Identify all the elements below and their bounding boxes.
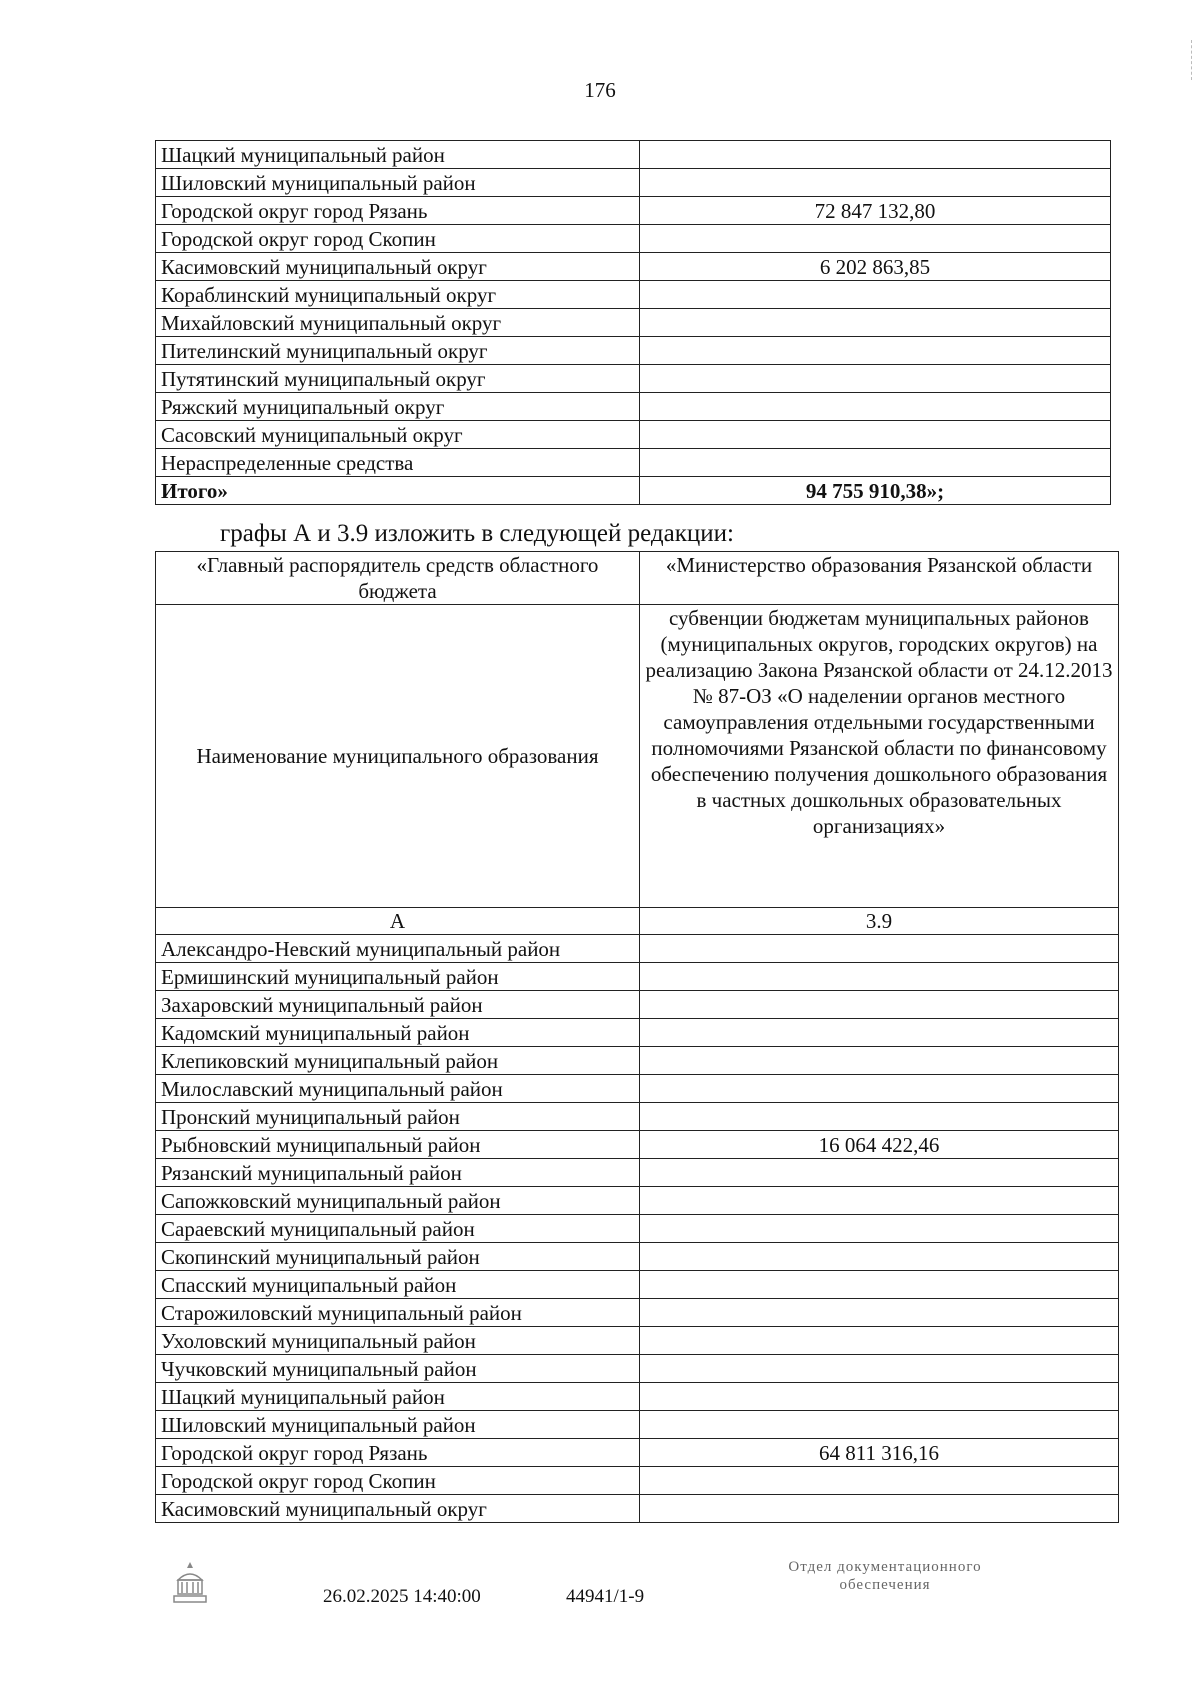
municipality-name: Городской округ город Рязань	[156, 1439, 640, 1467]
column-a-label: А	[156, 908, 640, 935]
table-row	[156, 197, 1111, 225]
amount-value	[640, 1103, 1119, 1131]
municipality-name: Ряжский муниципальный округ	[156, 393, 640, 421]
municipality-name: Шиловский муниципальный район	[156, 1411, 640, 1439]
amount-value: 64 811 316,16	[640, 1439, 1119, 1467]
table-row	[156, 1383, 1119, 1411]
municipality-name: Михайловский муниципальный округ	[156, 309, 640, 337]
table-row	[156, 1299, 1119, 1327]
amount-value: 6 202 863,85	[640, 253, 1111, 281]
table-row	[156, 253, 1111, 281]
amount-value	[640, 1495, 1119, 1523]
amount-value	[640, 1243, 1119, 1271]
table-row	[156, 1019, 1119, 1047]
table-row	[156, 991, 1119, 1019]
amount-value: 72 847 132,80	[640, 197, 1111, 225]
table-row	[156, 1439, 1119, 1467]
amount-value	[640, 1467, 1119, 1495]
municipality-name: Городской округ город Рязань	[156, 197, 640, 225]
amount-value	[640, 1355, 1119, 1383]
table-row	[156, 449, 1111, 477]
amount-value	[640, 935, 1119, 963]
total-row	[156, 477, 1111, 505]
amount-value	[640, 963, 1119, 991]
amount-value	[640, 991, 1119, 1019]
footer-datetime: 26.02.2025 14:40:00	[323, 1586, 481, 1607]
municipality-name: Касимовский муниципальный округ	[156, 1495, 640, 1523]
table-row	[156, 281, 1111, 309]
amount-value	[640, 1327, 1119, 1355]
municipality-name: Городской округ город Скопин	[156, 225, 640, 253]
amount-value	[640, 1159, 1119, 1187]
amount-value	[640, 449, 1111, 477]
municipality-name: Кадомский муниципальный район	[156, 1019, 640, 1047]
total-value: 94 755 910,38»;	[640, 477, 1111, 505]
margin-mark	[1187, 40, 1192, 80]
table-row	[156, 1243, 1119, 1271]
amount-value	[640, 421, 1111, 449]
page-number: 176	[584, 78, 616, 102]
municipality-name: Сасовский муниципальный округ	[156, 421, 640, 449]
municipality-name: Кораблинский муниципальный округ	[156, 281, 640, 309]
amount-value	[640, 309, 1111, 337]
amount-value	[640, 1075, 1119, 1103]
amount-value	[640, 1187, 1119, 1215]
municipality-name: Рязанский муниципальный район	[156, 1159, 640, 1187]
municipality-name: Касимовский муниципальный округ	[156, 253, 640, 281]
footer-department-stamp	[735, 1558, 1035, 1594]
header-ministry: «Министерство образования Рязанской области	[640, 552, 1119, 605]
municipality-name: Сараевский муниципальный район	[156, 1215, 640, 1243]
municipality-name: Ухоловский муниципальный район	[156, 1327, 640, 1355]
municipality-name: Путятинский муниципальный округ	[156, 365, 640, 393]
table-row	[156, 1103, 1119, 1131]
municipality-name: Пителинский муниципальный округ	[156, 337, 640, 365]
table-row	[156, 337, 1111, 365]
amendment-intro-text: графы А и 3.9 изложить в следующей редакции:	[220, 520, 734, 547]
municipality-name: Александро-Невский муниципальный район	[156, 935, 640, 963]
municipality-name: Захаровский муниципальный район	[156, 991, 640, 1019]
amount-value	[640, 1383, 1119, 1411]
municipality-name: Пронский муниципальный район	[156, 1103, 640, 1131]
amount-value	[640, 393, 1111, 421]
amount-value: 16 064 422,46	[640, 1131, 1119, 1159]
municipality-name: Старожиловский муниципальный район	[156, 1299, 640, 1327]
amount-value	[640, 141, 1111, 169]
municipality-name: Нераспределенные средства	[156, 449, 640, 477]
header-subvention-description: субвенции бюджетам муниципальных районов (муниципальных округов, городских округов) на реализацию Закона Рязанской области от 24.12.2013 № 87-ОЗ «О наделении органов местного самоуправления отдельными государственными полномочиями Рязанской области по финансовому обеспечению получения дошкольного образования в частных дошкольных образовательных организациях»	[640, 605, 1119, 908]
amount-value	[640, 1299, 1119, 1327]
table-row	[156, 1411, 1119, 1439]
amount-value	[640, 225, 1111, 253]
duma-emblem-icon	[170, 1560, 210, 1608]
amount-value	[640, 365, 1111, 393]
table-subheader-row	[156, 605, 1119, 908]
table-row	[156, 1075, 1119, 1103]
municipality-name: Скопинский муниципальный район	[156, 1243, 640, 1271]
table-row	[156, 935, 1119, 963]
footer-department-line1: Отдел документационного	[788, 1559, 982, 1575]
amount-value	[640, 337, 1111, 365]
amount-value	[640, 1047, 1119, 1075]
municipality-name: Шиловский муниципальный район	[156, 169, 640, 197]
table-row	[156, 393, 1111, 421]
table-row	[156, 309, 1111, 337]
allocation-table-3-9	[155, 551, 1119, 1523]
table-row	[156, 1327, 1119, 1355]
amount-value	[640, 1411, 1119, 1439]
table-row	[156, 225, 1111, 253]
table-row	[156, 1159, 1119, 1187]
municipality-name: Шацкий муниципальный район	[156, 141, 640, 169]
column-letters-row	[156, 908, 1119, 935]
municipality-name: Рыбновский муниципальный район	[156, 1131, 640, 1159]
municipality-name: Чучковский муниципальный район	[156, 1355, 640, 1383]
amount-value	[640, 1271, 1119, 1299]
footer-doc-number: 44941/1-9	[566, 1586, 645, 1607]
header-municipality-name: Наименование муниципального образования	[156, 605, 640, 908]
table-row	[156, 1495, 1119, 1523]
column-3-9-label: 3.9	[640, 908, 1119, 935]
footer-department-line2: обеспечения	[839, 1577, 931, 1593]
table-header-row	[156, 552, 1119, 605]
table-row	[156, 1215, 1119, 1243]
table-row	[156, 1047, 1119, 1075]
amount-value	[640, 281, 1111, 309]
amount-value	[640, 169, 1111, 197]
amount-value	[640, 1019, 1119, 1047]
table-row	[156, 1271, 1119, 1299]
allocation-table-continued	[155, 140, 1111, 505]
table-row	[156, 169, 1111, 197]
table-row	[156, 1187, 1119, 1215]
table-row	[156, 365, 1111, 393]
municipality-name: Шацкий муниципальный район	[156, 1383, 640, 1411]
table-row	[156, 1355, 1119, 1383]
municipality-name: Сапожковский муниципальный район	[156, 1187, 640, 1215]
municipality-name: Клепиковский муниципальный район	[156, 1047, 640, 1075]
municipality-name: Городской округ город Скопин	[156, 1467, 640, 1495]
municipality-name: Милославский муниципальный район	[156, 1075, 640, 1103]
header-main-distributor: «Главный распорядитель средств областного бюджета	[156, 552, 640, 605]
municipality-name: Спасский муниципальный район	[156, 1271, 640, 1299]
amount-value	[640, 1215, 1119, 1243]
total-label: Итого»	[156, 477, 640, 505]
table-row	[156, 141, 1111, 169]
table-row	[156, 963, 1119, 991]
table-row	[156, 1467, 1119, 1495]
table-row	[156, 1131, 1119, 1159]
table-row	[156, 421, 1111, 449]
municipality-name: Ермишинский муниципальный район	[156, 963, 640, 991]
